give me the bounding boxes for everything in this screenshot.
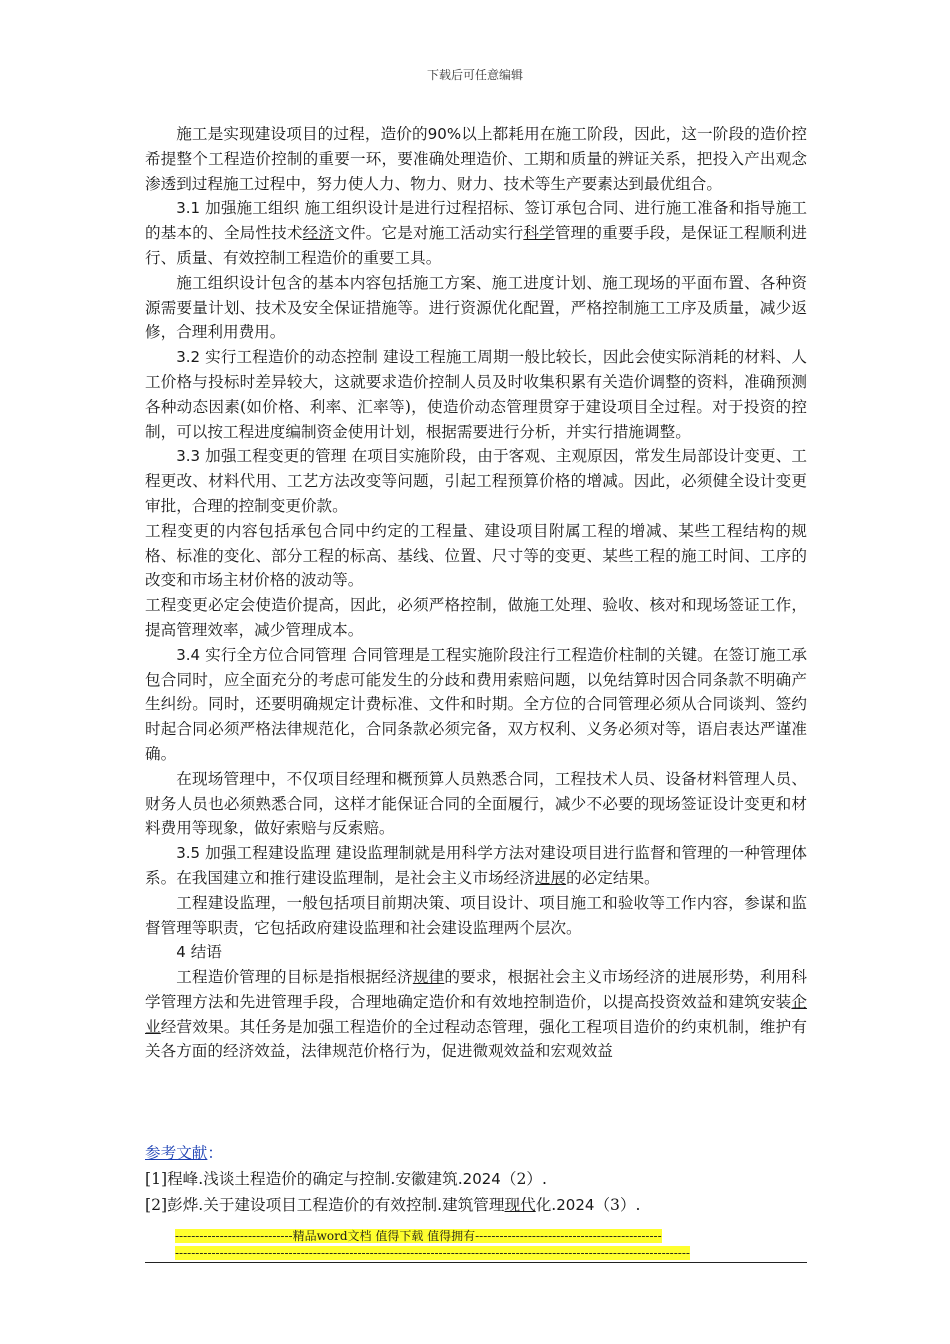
references-section xyxy=(145,1140,807,1218)
reference-item xyxy=(145,1166,807,1192)
page-footer xyxy=(145,1228,807,1262)
text-run: 文件。它是对施工活动实行 xyxy=(334,224,524,243)
reference-item xyxy=(145,1192,807,1218)
section-number: 3.5 xyxy=(176,844,201,863)
paragraph-site-management: 在现场管理中，不仅项目经理和概预算人员熟悉合同，工程技术人员、设备材料管理人员、财务人员也必须熟悉合同，这样才能保证合同的全面履行，减少不必要的现场签证设计变更和材料费用等现象，做好索赔与反索赔。 xyxy=(145,769,807,838)
link-economy[interactable]: 经济 xyxy=(302,224,335,243)
text-run: 经营效果。其任务是加强工程造价的全过程动态管理，强化工程项目造价的约束机制，维护有关各方面的经济效益，法律规范价格行为，促进微观效益和宏观效益 xyxy=(145,1017,807,1061)
text-run: 工程造价管理的目标是指根据经济 xyxy=(176,968,413,987)
text-run: 实行全方位合同管理 合同管理是工程实施阶段注行工程造价柱制的关键。在签订施工承包合同时，应全面充分的考虑可能发生的分歧和费用索赔问题，以免结算时因合同条款不明确产生纠纷。同时，还要明确规定计费标准、文件和时期。全方位的合同管理必须从合同谈判、签约时起合同必须严格法律规范化，合同条款必须完备，双方权利、义务必须对等，语启表达严谨准确。 xyxy=(145,645,807,763)
footer-dash-line xyxy=(145,1245,807,1262)
text-run: 管理的重要手段，是保证工程顺利进行、质量、有效控制工程造价的重要工具。 xyxy=(145,224,807,267)
text-run: ： xyxy=(207,1144,223,1162)
footer-rule xyxy=(145,1262,807,1263)
paragraph-3-4 xyxy=(145,643,807,767)
footer-banner-line xyxy=(145,1228,807,1245)
paragraph-3-1 xyxy=(145,196,807,270)
section-number: 3.3 xyxy=(176,447,201,466)
section-number: 4 xyxy=(176,943,186,962)
text-run: 的必定结果。 xyxy=(566,868,660,887)
text-run: 实行工程造价的动态控制 建设工程施工周期一般比较长，因此会使实际消耗的材料、人工价格与投标时差异较大，这就要求造价控制人员及时收集积累有关造价调整的资料，准确预测各种动态因素(如价格、利率、汇率等)，使造价动态管理贯穿于建设项目全过程。对于投资的控制，可以按工程进度编制资金使用计划，根据需要进行分析，并实行措施调整。 xyxy=(145,348,807,441)
paragraph-3-2 xyxy=(145,345,807,444)
footer-dash-text: ------------------------------------------------------------------------------------------------------------------------------- xyxy=(175,1246,690,1260)
text-run: （2）. xyxy=(500,1170,547,1188)
paragraph-supervision: 工程建设监理，一般包括项目前期决策、项目设计、项目施工和验收等工作内容，参谋和监督管理等职责，它包括政府建设监理和社会建设监理两个层次。 xyxy=(145,893,807,937)
text-run: 加强施工组织 施工组织设计是进行过程招标、签订承包合同、进行施工准备和指导施工的基本的、全局性技术 xyxy=(145,199,807,243)
heading-conclusion xyxy=(145,940,807,965)
paragraph-3-5 xyxy=(145,841,807,891)
paragraph-change-control: 工程变更必定会使造价提高，因此，必须严格控制，做施工处理、验收、核对和现场签证工作，提高管理效率，减少管理成本。 xyxy=(145,596,807,639)
link-law[interactable]: 规律 xyxy=(412,968,445,987)
document-body xyxy=(145,122,807,1064)
section-number: 3.4 xyxy=(176,645,201,664)
text-run: 加强工程变更的管理 在项目实施阶段，由于客观、主观原因，常发生局部设计变更、工程更改、材料代用、工艺方法改变等问题，引起工程预算价格的增减。因此，必须健全设计变更审批，合理的控制变更价款。 xyxy=(145,447,807,515)
section-number: 3.2 xyxy=(176,348,201,367)
link-science[interactable]: 科学 xyxy=(523,224,555,243)
text-run: 施工是实现建设项目的过程，造价的 xyxy=(176,125,428,143)
text-run: （3）. xyxy=(594,1196,641,1214)
paragraph-3-3 xyxy=(145,444,807,518)
text-run: 的要求，根据社会主义市场经济的进展形势，利用科学管理方法和先进管理手段，合理地确定造价和有效地控制造价，以提高投资效益和建筑安装 xyxy=(145,968,807,1011)
reference-year: 2024 xyxy=(556,1196,595,1214)
percent-value: 90% xyxy=(427,125,462,143)
references-heading xyxy=(145,1140,807,1166)
text-run: 以上都耗用在施工阶段，因此，这一阶段的造价控希提整个工程造价控制的重要一环，要准确处理造价、工期和质量的辨证关系，把投入产出观念渗透到过程施工过程中，努力使人力、物力、财力、技术等生产要素达到最优组合。 xyxy=(145,125,807,193)
paragraph-construction-design: 施工组织设计包含的基本内容包括施工方案、施工进度计划、施工现场的平面布置、各种资源需要量计划、技术及安全保证措施等。进行资源优化配置，严格控制施工工序及质量，减少返修，合理利用费用。 xyxy=(145,273,807,342)
link-modern[interactable]: 现代 xyxy=(504,1196,536,1214)
references-link[interactable]: 参考文献 xyxy=(145,1144,208,1162)
paragraph-intro xyxy=(145,122,807,196)
paragraph-change-content: 工程变更的内容包括承包合同中约定的工程量、建设项目附属工程的增减、某些工程结构的规格、标准的变化、部分工程的标高、基线、位置、尺寸等的变更、某些工程的施工时间、工序的改变和市场主材价格的波动等。 xyxy=(145,521,807,590)
text-run: 化. xyxy=(535,1196,557,1214)
text-run: 加强工程建设监理 建设监理制就是用科学方法对建设项目进行监督和管理的一种管理体系。在我国建立和推行建设监理制，是社会主义市场经济 xyxy=(145,844,807,887)
text-run: [1]程峰.浅谈土程造价的确定与控制.安徽建筑. xyxy=(145,1170,463,1188)
footer-banner-text: -----------------------------精品word文档 值得下载 值得拥有---------------------------------------------- xyxy=(175,1229,662,1243)
section-number: 3.1 xyxy=(176,199,201,218)
link-development[interactable]: 进展 xyxy=(534,868,567,887)
text-run: 结语 xyxy=(185,943,222,962)
reference-year: 2024 xyxy=(462,1170,501,1188)
page-header: 下载后可任意编辑 xyxy=(426,68,523,82)
paragraph-conclusion xyxy=(145,965,807,1064)
text-run: [2]彭烨.关于建设项目工程造价的有效控制.建筑管理 xyxy=(145,1196,505,1214)
link-enterprise[interactable]: 企业 xyxy=(145,992,807,1036)
